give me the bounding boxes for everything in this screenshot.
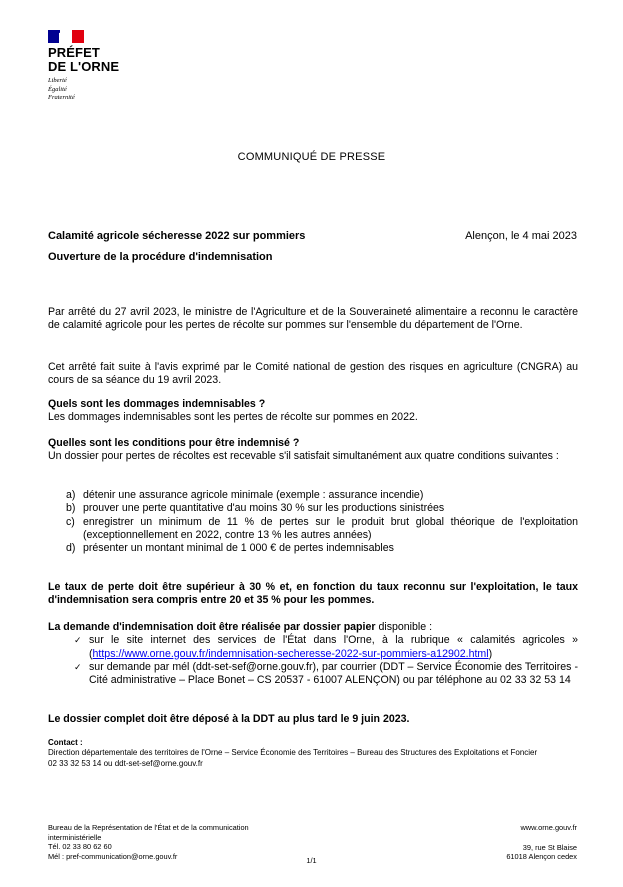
- bullet-check-icon: ✓: [74, 661, 82, 672]
- deadline-statement: Le dossier complet doit être déposé à la DDT au plus tard le 9 juin 2023.: [48, 713, 410, 725]
- question-damages-answer: Les dommages indemnisables sont les pertes de récolte sur pommes en 2022.: [48, 411, 418, 424]
- condition-item: [48, 502, 578, 515]
- document-subtitle: Ouverture de la procédure d'indemnisation: [48, 251, 273, 263]
- condition-text: enregistrer un minimum de 11 % de pertes sur le produit brut global théorique de l'exploitation (exceptionnellement en 2022, contre 13 % les autres années): [83, 515, 578, 541]
- request-lead: [48, 621, 578, 634]
- footer-website[interactable]: www.orne.gouv.fr: [520, 823, 577, 832]
- conditions-list: [48, 489, 578, 555]
- question-conditions-intro: Un dossier pour pertes de récoltes est recevable s'il satisfait simultanément aux quatre conditions suivantes :: [48, 450, 559, 463]
- condition-marker: d): [66, 542, 76, 555]
- contact-department: Direction départementale des territoires de l'Orne – Service Économie des Territoires – Bureau des Structures des Exploitations et Foncier: [48, 748, 538, 758]
- contact-phone-email: 02 33 32 53 14 ou ddt-set-sef@orne.gouv.fr: [48, 758, 203, 768]
- request-lead-bold: La demande d'indemnisation doit être réalisée par dossier papier: [48, 621, 376, 633]
- condition-item: [48, 542, 578, 555]
- request-option-website-text: sur le site internet des services de l'État dans l'Orne, à la rubrique « calamités agricoles » (: [89, 634, 578, 660]
- footer-phone: Tél. 02 33 80 62 60: [48, 842, 112, 852]
- flag-blue-band: [48, 30, 60, 43]
- condition-text: détenir une assurance agricole minimale (exemple : assurance incendie): [83, 489, 424, 501]
- request-option-mail: [48, 661, 578, 688]
- document-title: Calamité agricole sécheresse 2022 sur pommiers: [48, 230, 306, 242]
- prefecture-name: [48, 46, 119, 74]
- document-date: Alençon, le 4 mai 2023: [465, 230, 577, 242]
- footer-right: [506, 823, 577, 862]
- condition-marker: a): [66, 489, 76, 501]
- marianne-logo-icon: [48, 30, 84, 43]
- document-type: COMMUNIQUÉ DE PRESSE: [237, 151, 386, 163]
- indemnisation-page-link[interactable]: https://www.orne.gouv.fr/indemnisation-secheresse-2022-sur-pommiers-a12902.html: [92, 647, 489, 660]
- question-conditions-heading: Quelles sont les conditions pour être indemnisé ?: [48, 437, 300, 449]
- bullet-check-icon: ✓: [74, 635, 82, 646]
- condition-text: présenter un montant minimal de 1 000 € de pertes indemnisables: [83, 542, 394, 555]
- footer-city: 61018 Alençon cedex: [506, 852, 577, 862]
- request-options-list: [48, 634, 578, 687]
- footer-office: Bureau de la Représentation de l'État et de la communication interministérielle: [48, 823, 249, 842]
- footer-email: Mél : pref-communication@orne.gouv.fr: [48, 851, 178, 861]
- intro-paragraph-2: Cet arrêté fait suite à l'avis exprimé par le Comité national de gestion des risques en agriculture (CNGRA) au cours de sa séance du 19 avril 2023.: [48, 361, 578, 387]
- republic-motto: [48, 77, 75, 103]
- request-option-website-end: ): [488, 647, 493, 660]
- motto-egalite: Égalité: [48, 85, 67, 93]
- request-option-mail-text: sur demande par mél (ddt-set-sef@orne.gouv.fr), par courrier (DDT – Service Économie des Territoires - Cité administrative – Place Bonet – CS 20537 - 61007 ALENÇON) ou par téléphone au 02 33 32 53 14: [89, 660, 578, 687]
- condition-text: prouver une perte quantitative d'au moins 30 % sur les productions sinistrées: [83, 502, 445, 515]
- condition-marker: c): [66, 515, 75, 528]
- condition-item: [48, 516, 578, 543]
- intro-paragraph-1: Par arrêté du 27 avril 2023, le ministre de l'Agriculture et de la Souveraineté alimentaire a reconnu le caractère de calamité agricole pour les pertes de récolte sur pommes sur l'ensemble du département de l'Orne.: [48, 306, 578, 332]
- footer-street: 39, rue St Blaise: [522, 842, 577, 852]
- request-section: [48, 621, 578, 687]
- condition-item: [48, 489, 578, 502]
- question-conditions: [48, 437, 578, 464]
- question-damages-heading: Quels sont les dommages indemnisables ?: [48, 398, 266, 410]
- question-damages: [48, 398, 578, 425]
- prefecture-line1: PRÉFET: [48, 45, 100, 60]
- motto-fraternite: Fraternité: [48, 94, 75, 101]
- flag-red-band: [72, 30, 84, 43]
- condition-marker: b): [66, 502, 76, 515]
- request-option-website: [48, 634, 578, 661]
- page-number: 1/1: [306, 856, 317, 865]
- prefecture-line2: DE L'ORNE: [48, 59, 120, 74]
- rate-statement: Le taux de perte doit être supérieur à 30 % et, en fonction du taux reconnu sur l'exploitation, le taux d'indemnisation sera compris entre 20 et 35 % pour les pommes.: [48, 581, 578, 607]
- contact-block: [48, 738, 578, 769]
- contact-heading: Contact :: [48, 738, 83, 747]
- motto-liberte: Liberté: [48, 77, 67, 84]
- request-lead-rest: disponible :: [375, 621, 433, 633]
